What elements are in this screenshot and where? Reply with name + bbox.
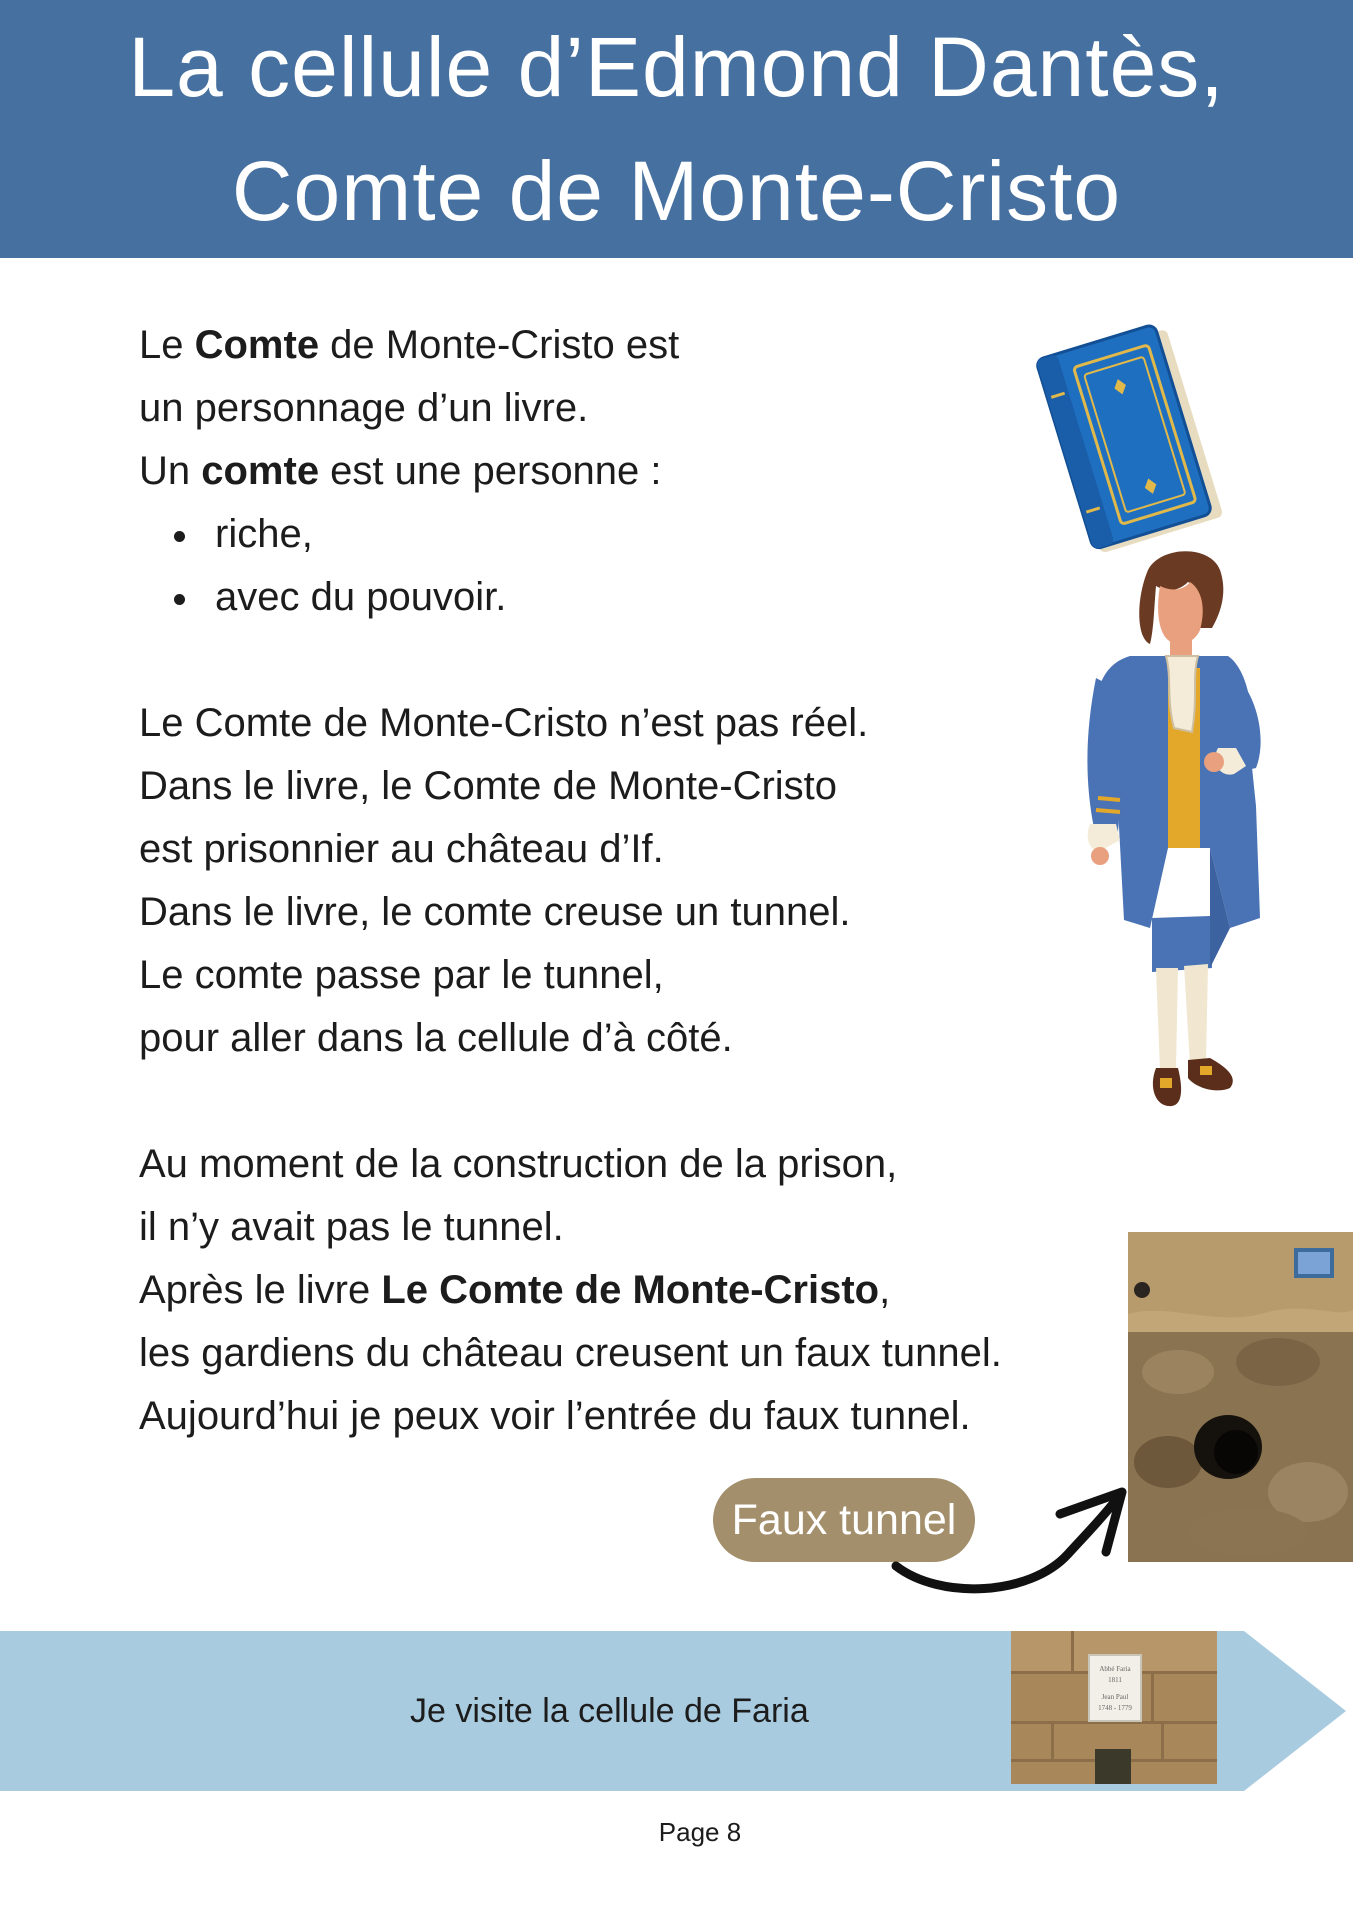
story-line: est prisonnier au château d’If. [139, 827, 664, 871]
text-run: de Monte-Cristo est [319, 323, 680, 367]
definition-list [139, 503, 1129, 629]
plaque-text: 1811 [1108, 1676, 1122, 1684]
intro-paragraph [139, 314, 1129, 629]
story-paragraph [139, 692, 1129, 1070]
bold-term-comte: Comte [194, 323, 320, 367]
story-line: Le comte passe par le tunnel, [139, 953, 664, 997]
bold-book-title: Le Comte de Monte-Cristo [381, 1268, 880, 1312]
page-number: Page 8 [658, 1817, 742, 1847]
plaque-text: Jean Paul [1101, 1693, 1129, 1701]
history-line-3 [139, 1259, 1129, 1322]
text-run: , [879, 1268, 891, 1312]
count-character-illustration [1060, 548, 1282, 1148]
text-run: est une personne : [319, 449, 662, 493]
story-line: Dans le livre, le comte creuse un tunnel. [139, 890, 851, 934]
page-header [0, 0, 1353, 258]
list-item: avec du pouvoir. [139, 566, 1129, 629]
faria-cell-photo [1011, 1631, 1217, 1784]
story-line: Dans le livre, le Comte de Monte-Cristo [139, 764, 838, 808]
next-page-label[interactable]: Je visite la cellule de Faria [410, 1692, 809, 1730]
history-line-4: les gardiens du château creusent un faux tunnel. [139, 1331, 1002, 1375]
intro-line-1 [139, 314, 1129, 377]
intro-line-2: un personnage d’un livre. [139, 386, 589, 430]
page-title-line-1: La cellule d’Edmond Dantès, [128, 20, 1225, 114]
curved-arrow-icon [880, 1470, 1150, 1610]
text-run: Le [139, 323, 195, 367]
story-line: pour aller dans la cellule d’à côté. [139, 1016, 733, 1060]
history-line-1: Au moment de la construction de la prison, [139, 1142, 898, 1186]
history-paragraph [139, 1133, 1129, 1448]
book-illustration [1030, 316, 1230, 554]
intro-line-3 [139, 440, 1129, 503]
bold-term-comte: comte [201, 449, 320, 493]
plaque-text: 1748 - 1779 [1098, 1704, 1132, 1712]
text-run: Un [139, 449, 202, 493]
history-line-5: Aujourd’hui je peux voir l’entrée du faux tunnel. [139, 1394, 971, 1438]
plaque-text: Abbé Faria [1099, 1665, 1131, 1673]
text-run: Après le livre [139, 1268, 382, 1312]
history-line-2: il n’y avait pas le tunnel. [139, 1205, 564, 1249]
main-text [139, 314, 1129, 1448]
false-tunnel-photo [1128, 1232, 1353, 1562]
false-tunnel-label-text: Faux tunnel [731, 1495, 957, 1544]
list-item: riche, [139, 503, 1129, 566]
page-title-line-2: Comte de Monte-Cristo [231, 144, 1122, 238]
story-line: Le Comte de Monte-Cristo n’est pas réel. [139, 701, 869, 745]
